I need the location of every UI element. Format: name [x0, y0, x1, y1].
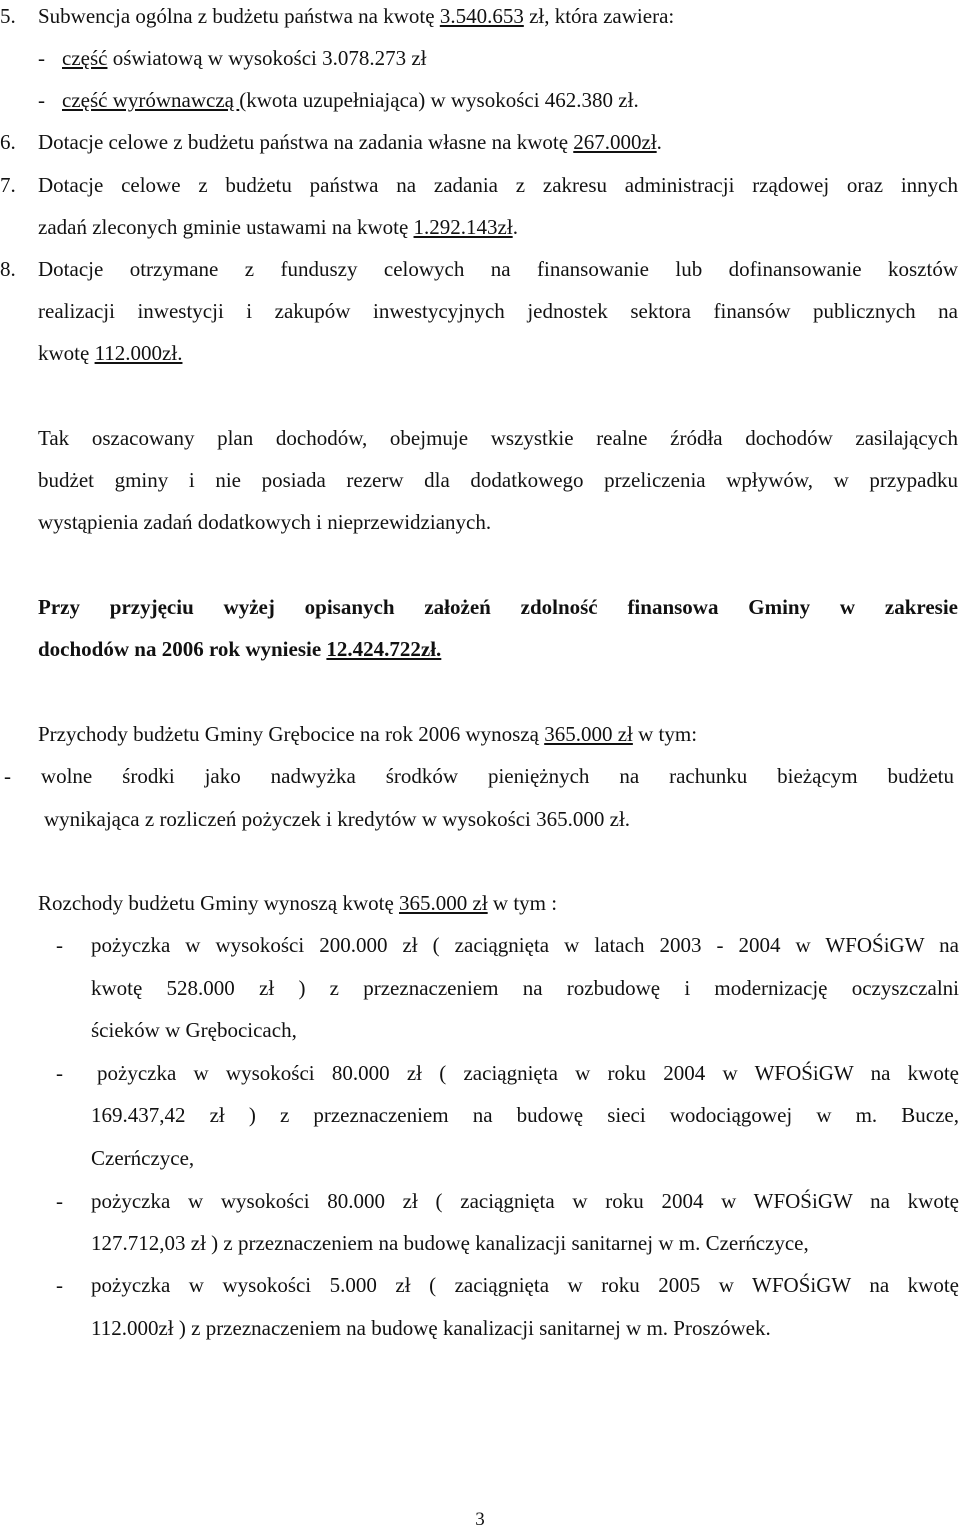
item-5-text-end: zł, która zawiera: [523, 4, 675, 28]
income-line-1 [38, 720, 697, 748]
item-5-sub2-underlined: część wyrównawczą [62, 88, 240, 112]
expenses-text: Rozchody budżetu Gminy wynoszą kwotę [38, 891, 400, 915]
capacity-text: dochodów na 2006 rok wyniesie [38, 637, 327, 661]
item-5-sub1-text: oświatową w wysokości 3.078.273 zł [107, 46, 427, 70]
loan-1-line-3: ścieków w Grębocicach, [91, 1018, 297, 1042]
item-5-line [38, 2, 674, 30]
expenses-line-1 [38, 889, 557, 917]
item-5-sub2-text: (kwota uzupełniająca) w wysokości 462.380 zł. [239, 88, 639, 112]
summary-line-3: wystąpienia zadań dodatkowych i nieprzewidzianych. [38, 510, 492, 534]
item-7-text: zadań zleconych gminie ustawami na kwotę [38, 215, 414, 239]
capacity-line-1: Przy przyjęciu wyżej opisanych założeń zdolność finansowa Gminy w zakresie [38, 595, 958, 619]
loan-2-line-2: 169.437,42 zł ) z przeznaczeniem na budowę sieci wodociągowej w m. Bucze, [91, 1103, 959, 1127]
income-item-line-1: - wolne środki jako nadwyżka środków pieniężnych na rachunku bieżącym budżetu [4, 764, 954, 788]
item-5-sub2-line [62, 86, 639, 114]
item-7-text-end: . [512, 215, 518, 239]
income-item-line-2: wynikająca z rozliczeń pożyczek i kredytów w wysokości 365.000 zł. [44, 807, 631, 831]
loan-3-line-2: 127.712,03 zł ) z przeznaczeniem na budowę kanalizacji sanitarnej w m. Czerńczyce, [91, 1231, 809, 1255]
income-text-end: w tym: [632, 722, 698, 746]
capacity-amount: 12.424.722zł. [326, 637, 442, 661]
loan-1-line-2: kwotę 528.000 zł ) z przeznaczeniem na rozbudowę i modernizację oczyszczalni [91, 976, 959, 1000]
item-7-line-2 [38, 213, 518, 241]
item-8-amount: 112.000zł. [94, 341, 183, 365]
loan-3-line-1: pożyczka w wysokości 80.000 zł ( zaciągnięta w roku 2004 w WFOŚiGW na kwotę [91, 1189, 959, 1213]
item-7-line-1: Dotacje celowe z budżetu państwa na zadania z zakresu administracji rządowej oraz innych [38, 173, 958, 197]
item-8-number: 8. [0, 257, 16, 281]
item-5-amount: 3.540.653 [439, 4, 524, 28]
summary-line-2: budżet gminy i nie posiada rezerw dla dodatkowego przeliczenia wpływów, w przypadku [38, 468, 958, 492]
loan-4-dash: - [56, 1273, 63, 1297]
item-6-number: 6. [0, 130, 16, 154]
expenses-amount: 365.000 zł [399, 891, 488, 915]
income-text: Przychody budżetu Gminy Grębocice na rok 2006 wynoszą [38, 722, 545, 746]
item-7-number: 7. [0, 173, 16, 197]
item-5-sub1-underlined: część [62, 46, 108, 70]
loan-3-dash: - [56, 1189, 63, 1213]
item-8-line-2: realizacji inwestycji i zakupów inwestycyjnych jednostek sektora finansów publicznych na [38, 299, 958, 323]
item-5-sub1-line [62, 44, 427, 72]
expenses-text-end: w tym : [487, 891, 558, 915]
loan-1-dash: - [56, 933, 63, 957]
loan-2-line-1: pożyczka w wysokości 80.000 zł ( zaciągnięta w roku 2004 w WFOŚiGW na kwotę [97, 1061, 959, 1085]
item-8-line-3 [38, 339, 182, 367]
item-8-text: kwotę [38, 341, 95, 365]
loan-2-line-3: Czerńczyce, [91, 1146, 195, 1170]
item-5-sub1-dash: - [38, 46, 45, 70]
item-6-amount: 267.000zł [573, 130, 657, 154]
item-5-sub2-dash: - [38, 88, 45, 112]
item-6-line [38, 128, 662, 156]
loan-1-line-1: pożyczka w wysokości 200.000 zł ( zaciągnięta w latach 2003 - 2004 w WFOŚiGW na [91, 933, 959, 957]
item-6-text: Dotacje celowe z budżetu państwa na zadania własne na kwotę [38, 130, 574, 154]
item-8-line-1: Dotacje otrzymane z funduszy celowych na finansowanie lub dofinansowanie kosztów [38, 257, 958, 281]
summary-line-1: Tak oszacowany plan dochodów, obejmuje wszystkie realne źródła dochodów zasilających [38, 426, 958, 450]
item-7-amount: 1.292.143zł [413, 215, 513, 239]
loan-4-line-1: pożyczka w wysokości 5.000 zł ( zaciągnięta w roku 2005 w WFOŚiGW na kwotę [91, 1273, 959, 1297]
loan-4-line-2: 112.000zł ) z przeznaczeniem na budowę kanalizacji sanitarnej w m. Proszówek. [91, 1316, 771, 1340]
loan-2-dash: - [56, 1061, 63, 1085]
page-number: 3 [475, 1509, 485, 1530]
item-5-text: Subwencja ogólna z budżetu państwa na kwotę [38, 4, 440, 28]
income-amount: 365.000 zł [544, 722, 633, 746]
capacity-line-2 [38, 635, 441, 663]
item-6-text-end: . [656, 130, 662, 154]
item-5-number: 5. [0, 4, 16, 28]
